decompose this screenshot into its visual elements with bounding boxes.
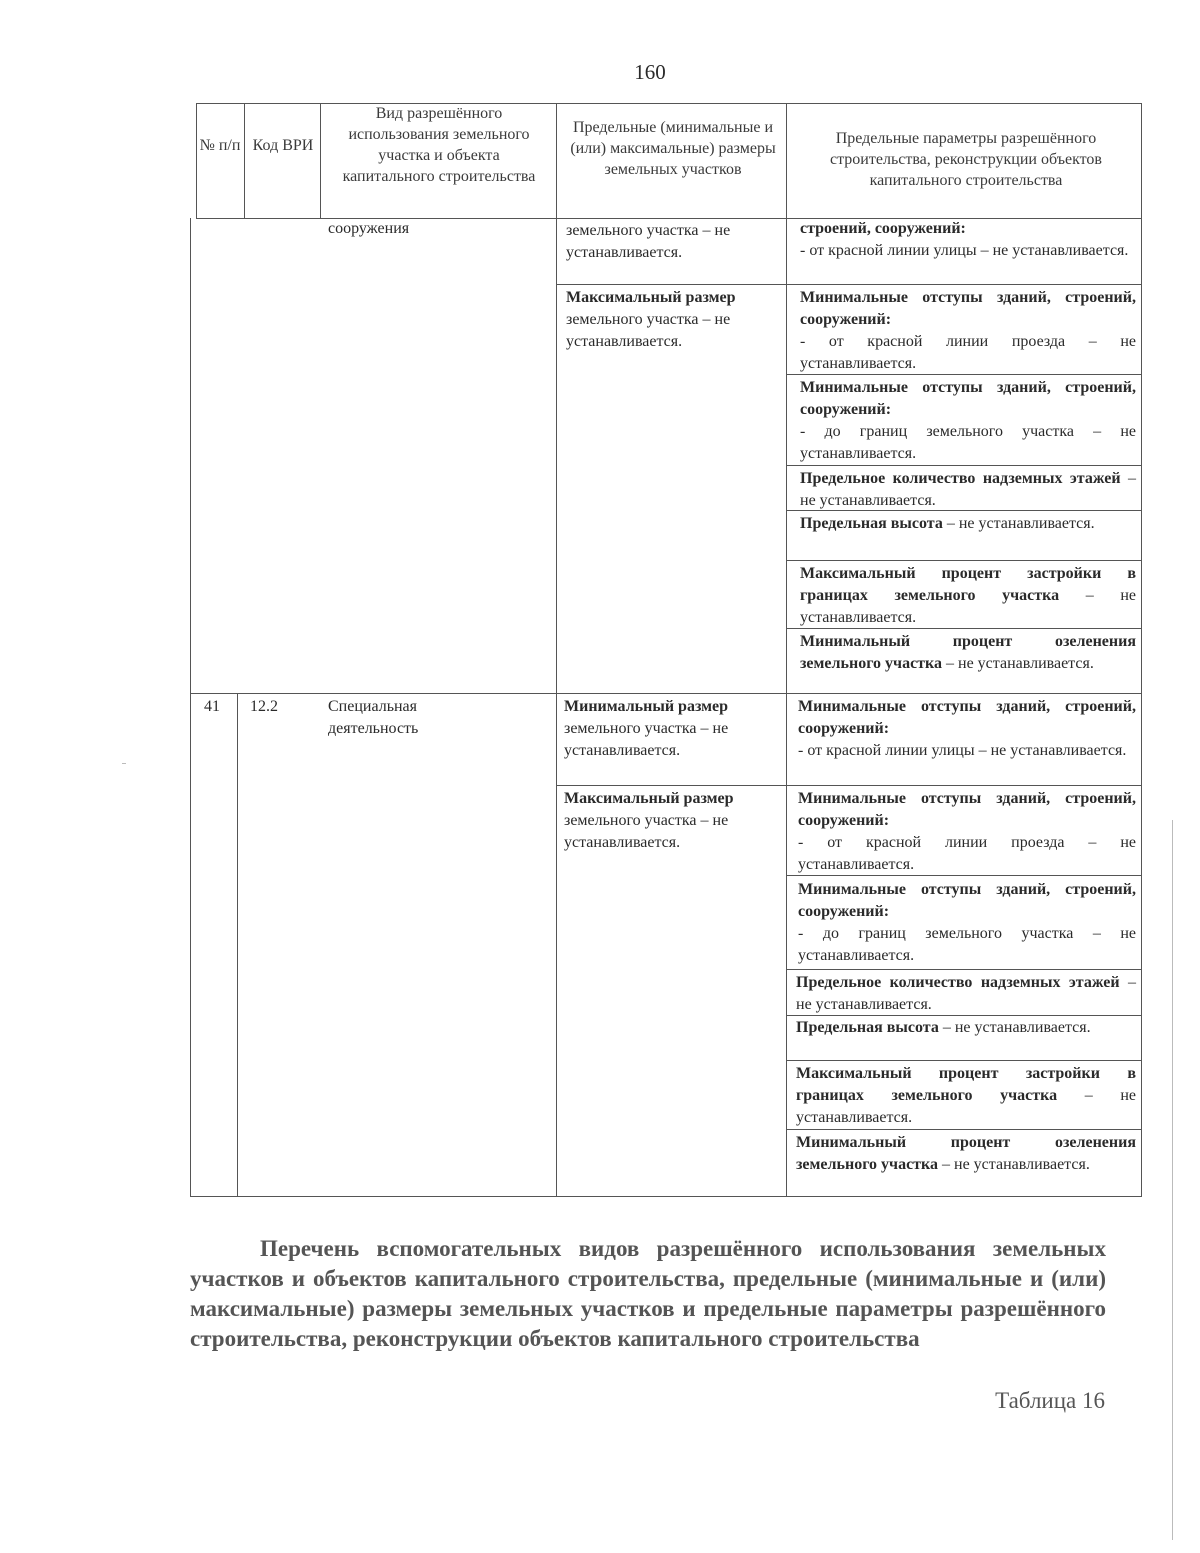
- row-41-size-min: Минимальный размер земельного участка – не устанавливается.: [564, 698, 729, 759]
- row-41-param-2: Минимальные отступы зданий, строений, сооружений: - от красной линии проезда – не устанавливается.: [798, 790, 1136, 873]
- row-41-param-4: Предельное количество надземных этажей – не устанавливается.: [796, 974, 1136, 1013]
- continued-param-1: строений, сооружений: - от красной линии улицы – не устанавливается.: [800, 220, 1129, 259]
- section-heading: Перечень вспомогательных видов разрешённого использования земельных участков и объектов капитального строительства, предельные (минимальные и (или) максимальные) размеры земельных участков и предельные параметры разрешённого строительства, реконструкции объектов капитального строительства: [190, 1236, 1106, 1351]
- header-params: Предельные параметры разрешённого строительства, реконструкции объектов капитального строительства: [830, 130, 1102, 189]
- continued-use-type: сооружения: [328, 220, 410, 237]
- row-41-param-5: Предельная высота – не устанавливается.: [796, 1019, 1091, 1036]
- continued-param-3: Минимальные отступы зданий, строений, сооружений: - до границ земельного участка – не устанавливается.: [800, 379, 1136, 462]
- header-code: Код ВРИ: [252, 137, 314, 154]
- row-41-num: 41: [204, 698, 220, 715]
- continued-size-min: земельного участка – не устанавливается.: [566, 222, 731, 261]
- row-41-param-7: Минимальный процент озеленения земельного участка – не устанавливается.: [796, 1134, 1136, 1173]
- scan-edge-line: [1172, 820, 1173, 1540]
- row-41-code: 12.2: [250, 698, 278, 715]
- header-use-type: Вид разрешённого использования земельного участка и объекта капитального строительства: [342, 105, 536, 185]
- scan-dot: [122, 763, 126, 764]
- row-41-size-max: Максимальный размер земельного участка – не устанавливается.: [564, 790, 734, 851]
- continued-param-2: Минимальные отступы зданий, строений, сооружений: - от красной линии проезда – не устанавливается.: [800, 289, 1136, 372]
- land-use-table: [190, 103, 1142, 1197]
- row-41-param-1: Минимальные отступы зданий, строений, сооружений: - от красной линии улицы – не устанавливается.: [798, 698, 1136, 759]
- row-41-param-3: Минимальные отступы зданий, строений, сооружений: - до границ земельного участка – не устанавливается.: [798, 881, 1136, 964]
- row-41-param-6: Максимальный процент застройки в границах земельного участка – не устанавливается.: [796, 1065, 1136, 1126]
- continued-param-4: Предельное количество надземных этажей – не устанавливается.: [800, 470, 1136, 509]
- page-number: 160: [634, 60, 666, 84]
- continued-param-5: Предельная высота – не устанавливается.: [800, 515, 1095, 532]
- header-num: № п/п: [199, 137, 241, 154]
- row-41-use-type: Специальная деятельность: [328, 698, 419, 737]
- header-sizes: Предельные (минимальные и (или) максимальные) размеры земельных участков: [570, 119, 776, 178]
- continued-size-max: Максимальный размер земельного участка – не устанавливается.: [566, 289, 736, 350]
- table-caption: Таблица 16: [995, 1388, 1105, 1413]
- continued-param-7: Минимальный процент озеленения земельного участка – не устанавливается.: [800, 633, 1136, 672]
- continued-param-6: Максимальный процент застройки в границах земельного участка – не устанавливается.: [800, 565, 1136, 626]
